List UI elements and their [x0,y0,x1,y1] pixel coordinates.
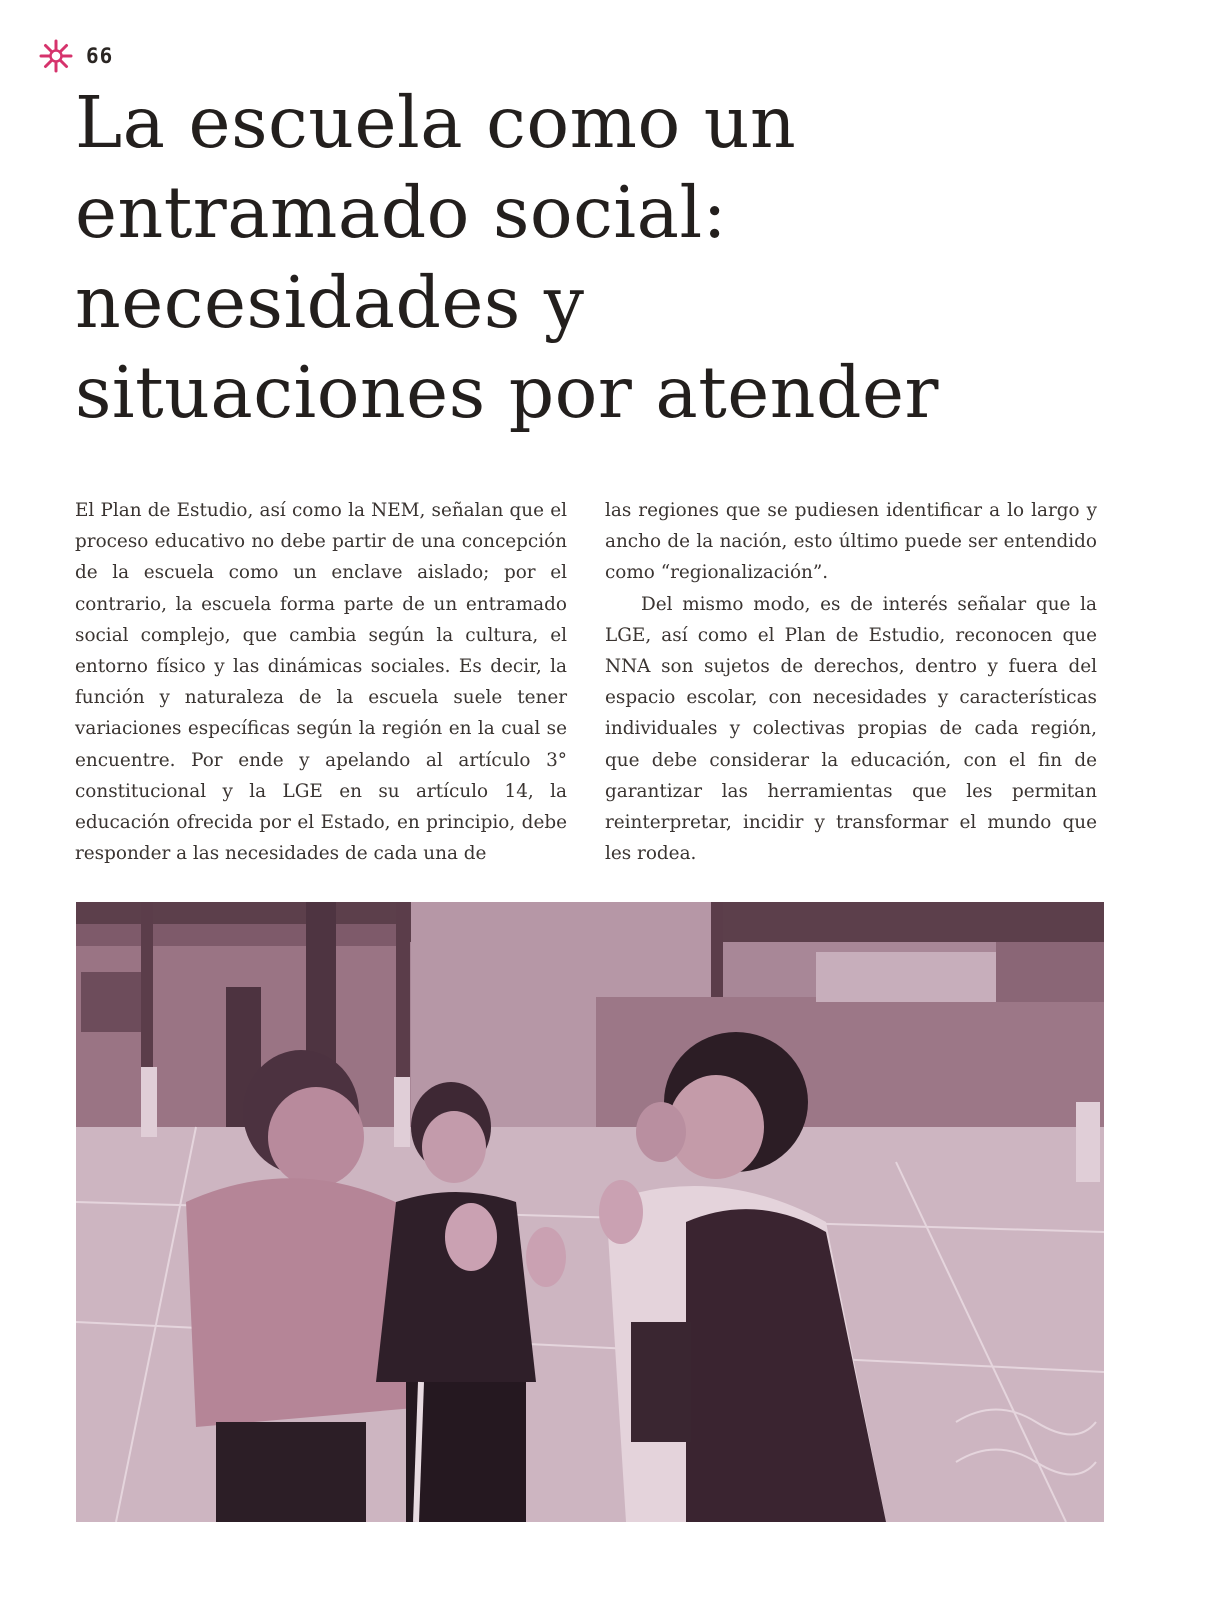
title-line-2: entramado social: [75,171,728,254]
page-header [38,38,113,74]
schoolyard-photo [76,902,1104,1522]
title-line-3: necesidades y [75,261,585,344]
asterisk-flower-icon [38,38,74,74]
page-number: 66 [86,44,114,68]
body-paragraph-continuation: las regiones que se pudiesen identificar a lo largo y ancho de la nación, esto último puede ser entendido como “regionalización”. [605,500,1097,584]
page-title [75,78,1135,438]
title-line-4: situaciones por atender [75,351,939,434]
title-line-1: La escuela como un [75,81,797,164]
right-column [605,495,1097,869]
left-column [75,495,567,869]
body-paragraph: El Plan de Estudio, así como la NEM, señalan que el proceso educativo no debe partir de una concepción de la escuela como un enclave aislado; por el contrario, la escuela forma parte de un entramado social complejo, que cambia según la cultura, el entorno físico y las dinámicas sociales. Es decir, la función y naturaleza de la escuela suele tener variaciones específicas según la región en la cual se encuentre. Por ende y apelando al artículo 3° constitucional y la LGE en su artículo 14, la educación ofrecida por el Estado, en principio, debe responder a las necesidades de cada una de [75,500,567,865]
body-paragraph: Del mismo modo, es de interés señalar que la LGE, así como el Plan de Estudio, reconocen que NNA son sujetos de derechos, dentro y fuera del espacio escolar, con necesidades y características individuales y colectivas propias de cada región, que debe considerar la educación, con el fin de garantizar las herramientas que les permitan reinterpretar, incidir y transformar el mundo que les rodea. [605,593,1097,865]
